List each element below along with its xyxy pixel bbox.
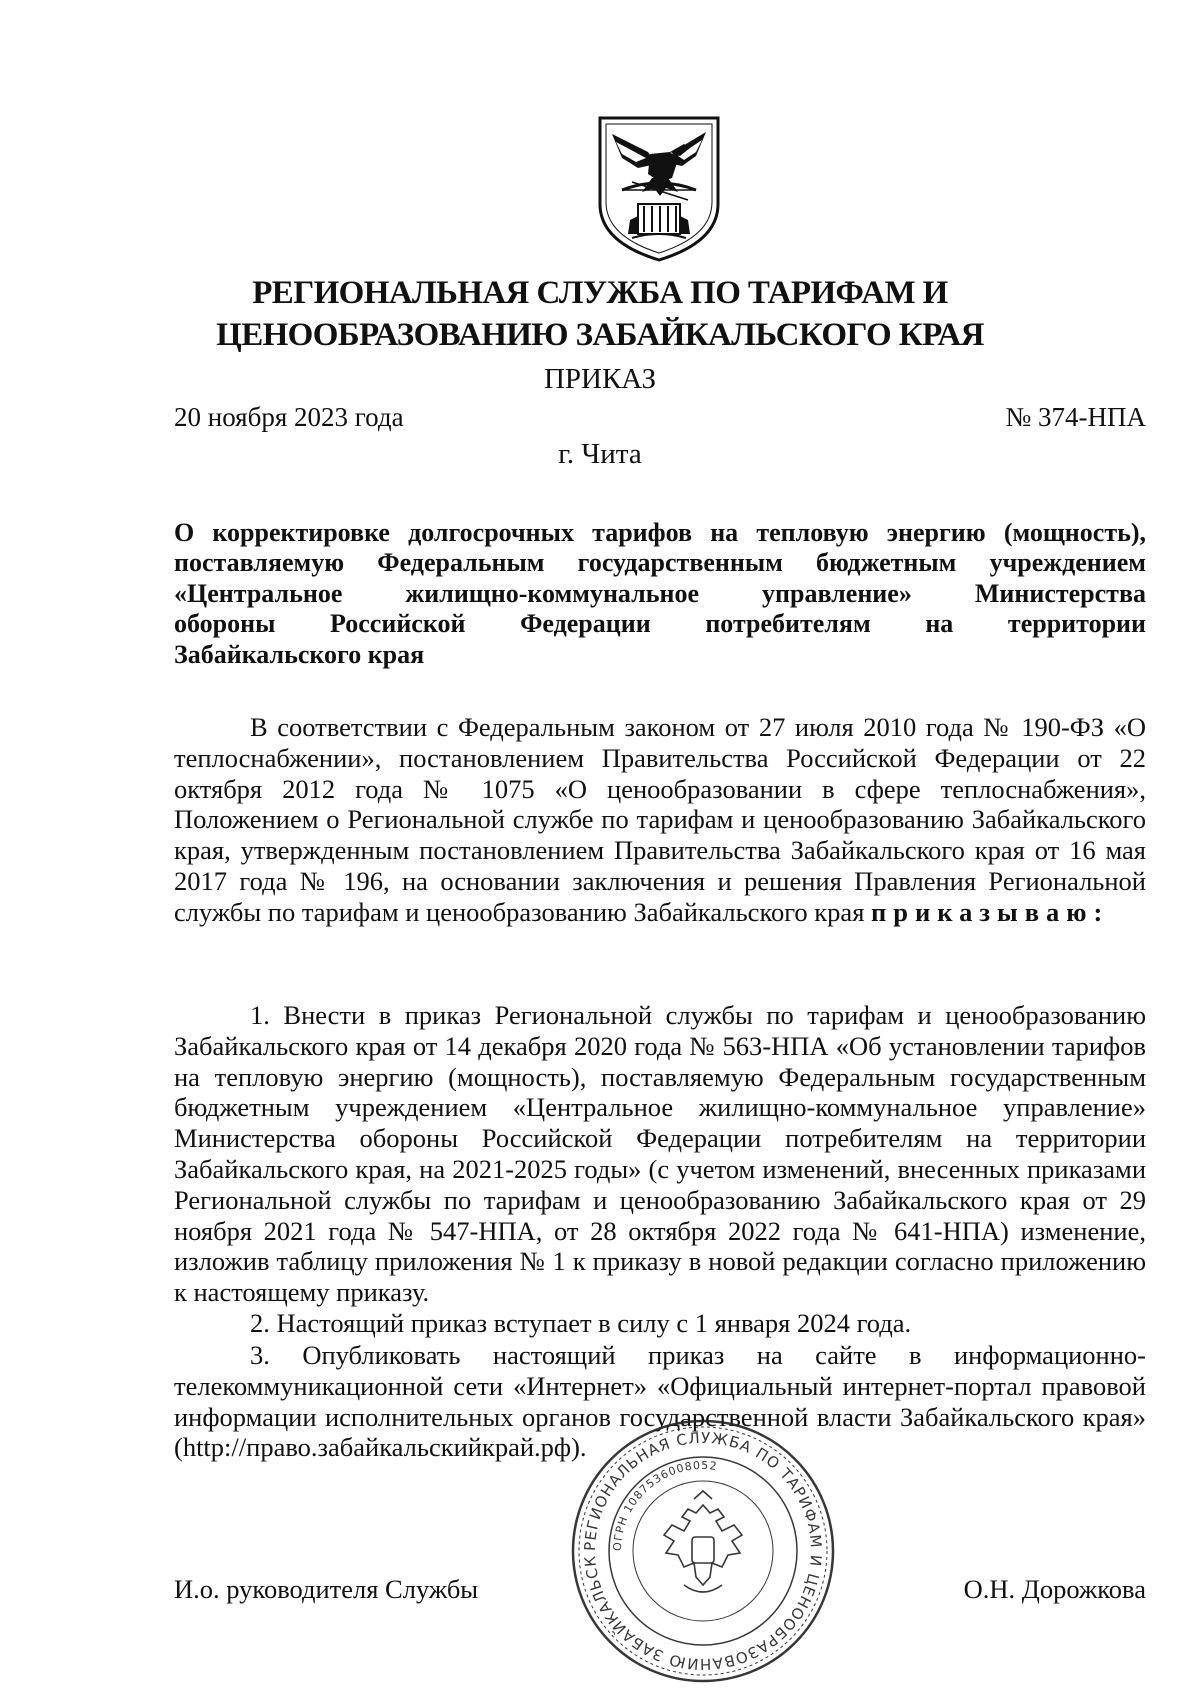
document-subject <box>174 518 1146 670</box>
preamble-text: В соответствии с Федеральным законом от 27 июля 2010 года № 190-ФЗ «О теплоснабжении», постановлением Правительства Российской Федерации от 22 октября 2012 года № 1075 «О ценообразовании в сфере теплоснабжения», Положением о Региональной службе по тарифам и ценообразованию Забайкальского края, утвержденным постановлением Правительства Забайкальского края от 16 мая 2017 года № 196, на основании заключения и решения Правления Региональной службы по тарифам и ценообразованию Забайкальского края <box>174 712 1146 927</box>
subject-line: поставляемую Федеральным государственным бюджетным учреждением <box>174 548 1146 578</box>
signer-title: И.о. руководителя Службы <box>174 1574 479 1604</box>
organization-title <box>140 272 1060 356</box>
signer-name: О.Н. Дорожкова <box>963 1574 1146 1604</box>
order-keyword: приказываю: <box>871 896 1110 927</box>
order-item-3: 3. Опубликовать настоящий приказ на сайте в информационно-телекоммуникационной сети «Интернет» «Официальный интернет-портал правовой информации исполнительных органов государственной власти Забайкальского края» (http://право.забайкальскийкрай.рф). <box>174 1340 1146 1463</box>
organization-title-line-1: РЕГИОНАЛЬНАЯ СЛУЖБА ПО ТАРИФАМ И <box>252 275 948 311</box>
document-city: г. Чита <box>558 438 642 470</box>
document-date: 20 ноября 2023 года <box>174 402 404 432</box>
seal-inner-text: ОГРН 1087536008052 <box>610 1458 719 1552</box>
document-number: № 374-НПА <box>1005 402 1146 432</box>
organization-title-line-2: ЦЕНООБРАЗОВАНИЮ ЗАБАЙКАЛЬСКОГО КРАЯ <box>216 317 984 353</box>
order-item-1: 1. Внести в приказ Региональной службы по тарифам и ценообразованию Забайкальского края от 14 декабря 2020 года № 563-НПА «Об установлении тарифов на тепловую энергию (мощность), поставляемую Федеральным государственным бюджетным учреждением «Центральное жилищно-коммунальное управление» Министерства обороны Российской Федерации потребителям на территории Забайкальского края, на 2021-2025 годы» (с учетом изменений, внесенных приказами Региональной службы по тарифам и ценообразованию Забайкальского края от 29 ноября 2021 года № 547-НПА, от 28 октября 2022 года № 641-НПА) изменение, изложив таблицу приложения № 1 к приказу в новой редакции согласно приложению к настоящему приказу. <box>174 1000 1146 1308</box>
official-seal-icon <box>568 1413 838 1689</box>
preamble-paragraph <box>174 712 1146 928</box>
order-item-2: 2. Настоящий приказ вступает в силу с 1 января 2024 года. <box>250 1308 912 1338</box>
subject-line: Забайкальского края <box>174 639 425 669</box>
coat-of-arms-icon <box>592 112 726 264</box>
seal-outer-text: РЕГИОНАЛЬНАЯ СЛУЖБА ПО ТАРИФАМ И ЦЕНООБРАЗОВАНИЮ ЗАБАЙКАЛЬСК <box>580 1428 826 1674</box>
document-type: ПРИКАЗ <box>543 363 657 395</box>
subject-line: обороны Российской Федерации потребителям на территории <box>174 609 1146 639</box>
subject-line: «Центральное жилищно-коммунальное управление» Министерства <box>174 578 1146 608</box>
subject-line: О корректировке долгосрочных тарифов на тепловую энергию (мощность), <box>174 518 1146 547</box>
